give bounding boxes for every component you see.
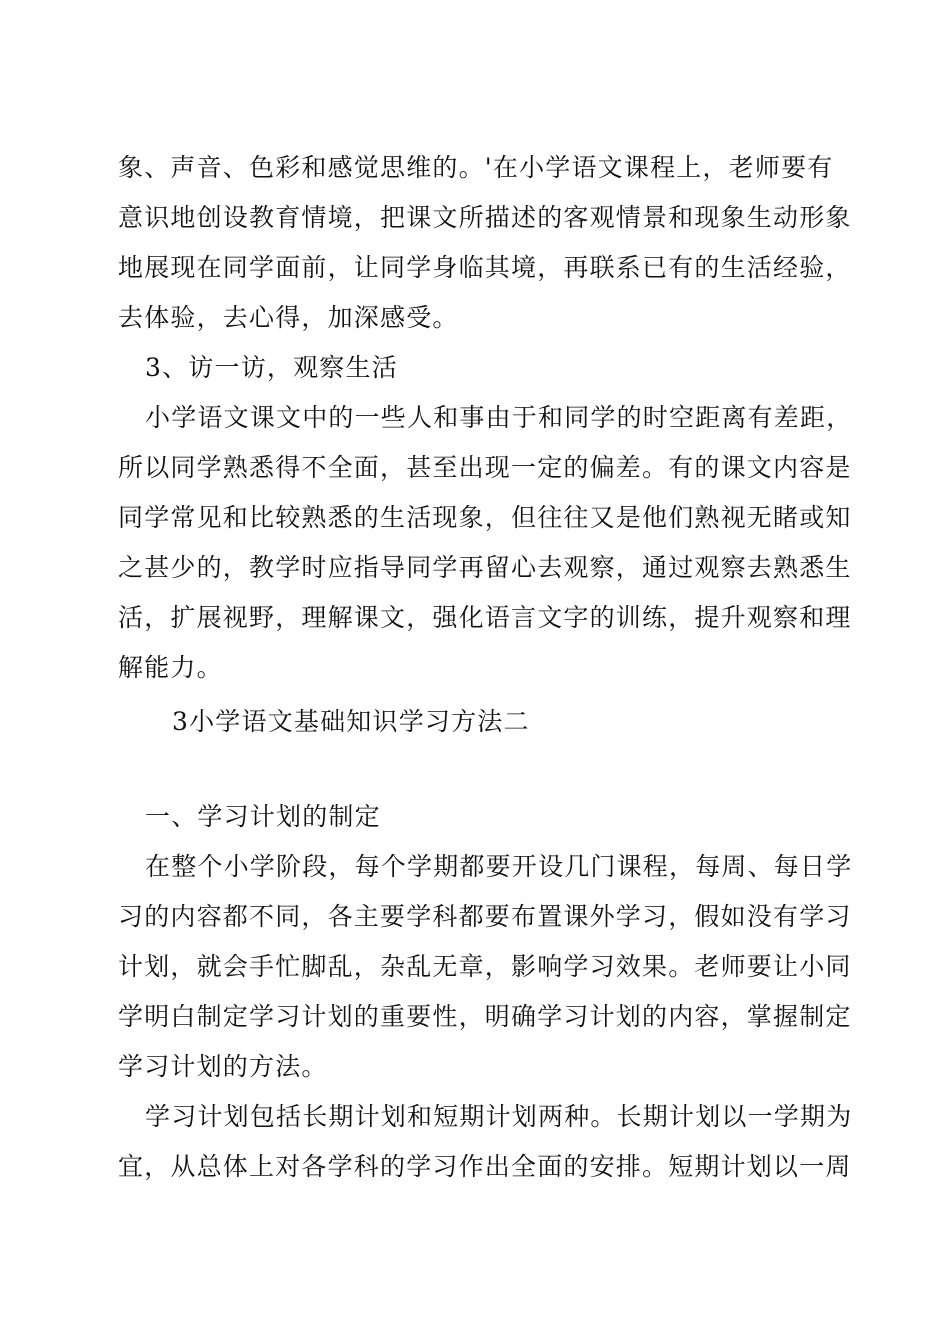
text-line: 学习计划的方法。: [118, 1052, 328, 1081]
text-line: 去体验，去心得，加深感受。: [118, 303, 459, 332]
text-line: 同学常见和比较熟悉的生活现象，但往往又是他们熟视无睹或知: [118, 503, 852, 532]
section-heading: 一、学习计划的制定: [145, 802, 381, 831]
document-subtitle: 3小学语文基础知识学习方法二: [172, 707, 530, 736]
text-line: 计划，就会手忙脚乱，杂乱无章，影响学习效果。老师要让小同: [118, 952, 852, 981]
text-line: 之甚少的，教学时应指导同学再留心去观察，通过观察去熟悉生: [118, 553, 852, 582]
text-line: 学明白制定学习计划的重要性，明确学习计划的内容，掌握制定: [118, 1002, 852, 1031]
text-line: 活，扩展视野，理解课文，强化语言文字的训练，提升观察和理: [118, 603, 852, 632]
text-line: 小学语文课文中的一些人和事由于和同学的时空距离有差距，: [145, 403, 853, 432]
text-line: 习的内容都不同，各主要学科都要布置课外学习，假如没有学习: [118, 902, 852, 931]
text-line: 地展现在同学面前，让同学身临其境，再联系已有的生活经验，: [118, 253, 852, 282]
text-line: 学习计划包括长期计划和短期计划两种。长期计划以一学期为: [145, 1102, 853, 1131]
text-line: 所以同学熟悉得不全面，甚至出现一定的偏差。有的课文内容是: [118, 453, 852, 482]
text-line: 象、声音、色彩和感觉思维的。'在小学语文课程上，老师要有: [118, 153, 834, 182]
text-line: 意识地创设教育情境，把课文所描述的客观情景和现象生动形象: [118, 203, 852, 232]
section-heading: 3、访一访，观察生活: [145, 353, 398, 382]
text-line: 解能力。: [118, 653, 223, 682]
text-line: 在整个小学阶段，每个学期都要开设几门课程，每周、每日学: [145, 852, 853, 881]
text-line: 宜，从总体上对各学科的学习作出全面的安排。短期计划以一周: [118, 1152, 852, 1181]
